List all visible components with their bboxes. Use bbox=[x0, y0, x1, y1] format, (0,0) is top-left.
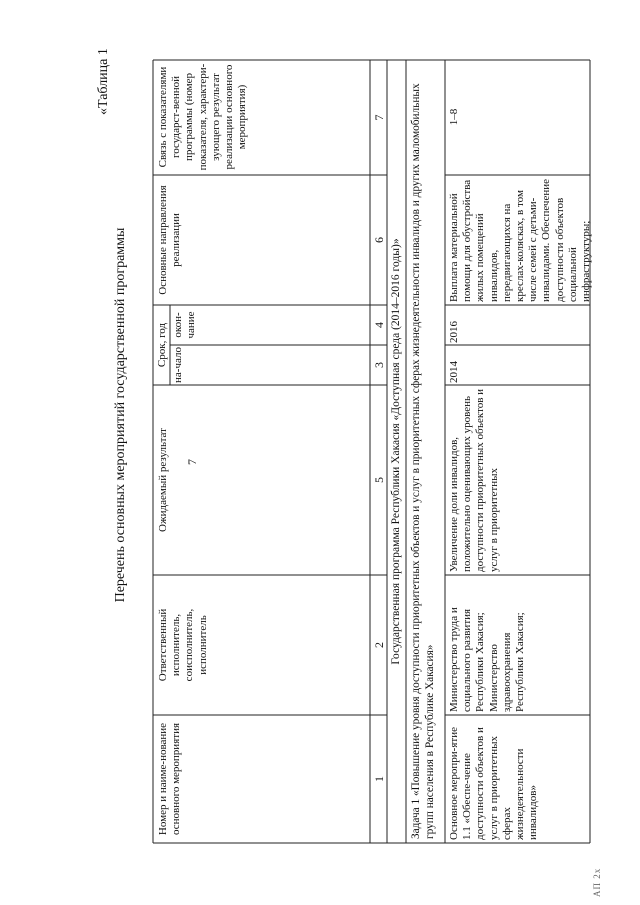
list-title: Перечень основных мероприятий государственной программы bbox=[113, 227, 128, 603]
column-number-1: 1 bbox=[372, 776, 386, 782]
header-col-start: на-чало bbox=[172, 347, 184, 383]
row-responsible: Министерство труда и социального развития Республики Хакасия; Министерство здравоохранения Республики Хакасия; bbox=[448, 607, 527, 712]
column-number-7: 7 bbox=[372, 114, 386, 121]
header-col-link: Связь с показателями государст-венной программы (номер показателя, характери-зующего результат реализации основного мероприятия) bbox=[157, 63, 249, 171]
table-label: «Таблица 1 bbox=[96, 48, 111, 115]
column-number-4: 4 bbox=[372, 322, 386, 328]
row-measure-name: Основное меропри-ятие 1.1 «Обеспе-чение доступности объектов и услуг в приоритетных сферах жизнедеятельности инвалидов» bbox=[448, 727, 540, 840]
row-indicator-link: 1–8 bbox=[448, 108, 460, 126]
header-col-number-name: Номер и наиме-нование основного мероприятия bbox=[157, 722, 183, 836]
row-start-year: 2014 bbox=[448, 361, 460, 383]
header-col-directions: Основные направления реализации bbox=[157, 185, 183, 295]
row-expected-result: Увеличение доли инвалидов, положительно оценивающих уровень доступности приоритетных объектов и услуг в приоритетных bbox=[448, 388, 500, 572]
row-end-year: 2016 bbox=[448, 321, 460, 343]
row-directions: Выплата материальной помощи для обустройства жилых помещений инвалидов, передвигающихся на креслах-колясках, в том числе семей с детьми-инвалидами. Обеспечение доступности объектов социальной инфраструктуры; bbox=[448, 178, 593, 302]
column-number-3: 3 bbox=[372, 362, 386, 368]
header-col-term-group: Срок, год bbox=[156, 322, 168, 368]
page-number: 7 bbox=[185, 459, 199, 465]
header-col-responsible: Ответственный исполнитель, соисполнитель, исполнитель bbox=[157, 608, 209, 682]
header-col-result: Ожидаемый результат bbox=[157, 428, 169, 532]
column-number-2: 2 bbox=[372, 642, 386, 648]
footer-mark: АП 2х bbox=[592, 867, 602, 897]
header-col-end: окон-чание bbox=[172, 311, 198, 339]
column-number-6: 6 bbox=[372, 237, 386, 243]
column-number-5: 5 bbox=[372, 477, 386, 483]
section-title: Государственная программа Республики Хакасия «Доступная среда (2014–2016 годы)» bbox=[390, 238, 402, 665]
task-title: Задача 1 «Повышение уровня доступности приоритетных объектов и услуг в приоритетных сферах жизнедеятельности инвалидов и других маломобильных групп населения в Республике Хакасия» bbox=[410, 83, 436, 839]
